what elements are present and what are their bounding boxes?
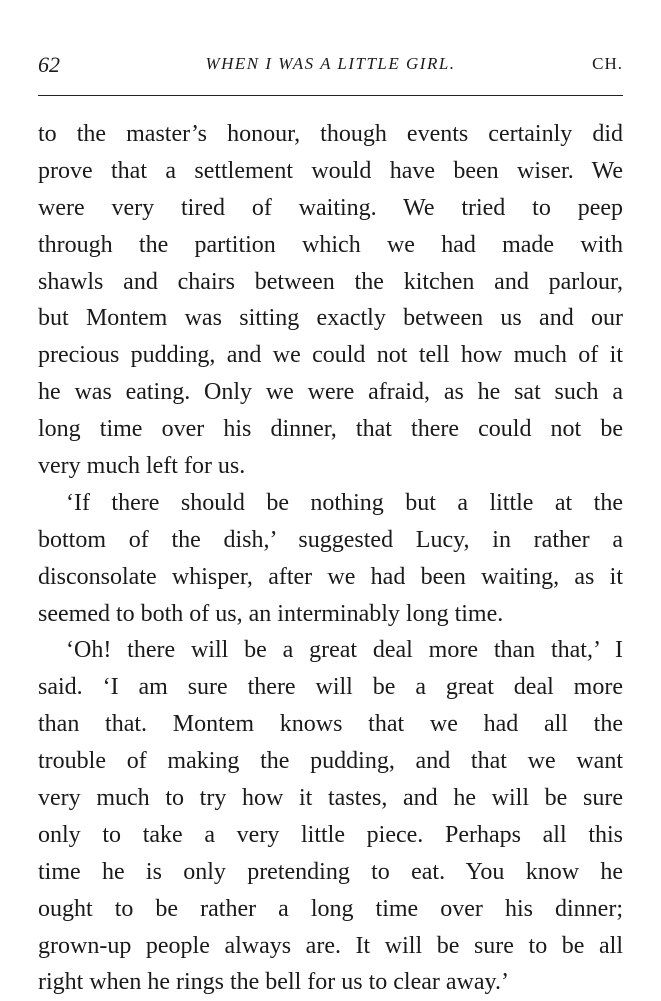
text-line: precious pudding, and we could not tell how much of it (38, 342, 623, 369)
text-line: bottom of the dish,’ suggested Lucy, in rather a (38, 526, 623, 553)
text-line: right when he rings the bell for us to clear away.’ (38, 969, 509, 996)
text-line: ought to be rather a long time over his dinner; (38, 895, 623, 922)
text-line: very much to try how it tastes, and he will be sure (38, 785, 623, 812)
text-line: seemed to both of us, an interminably long time. (38, 600, 504, 627)
text-line: prove that a settlement would have been wiser. We (38, 157, 623, 184)
running-head (38, 50, 623, 84)
text-line: trouble of making the pudding, and that we want (38, 748, 623, 775)
text-line: shawls and chairs between the kitchen and parlour, (38, 268, 623, 295)
text-line: very much left for us. (38, 453, 246, 480)
text-line: to the master’s honour, though events certainly did (38, 121, 623, 147)
running-title: WHEN I WAS A LITTLE GIRL. (205, 54, 456, 73)
text-line: than that. Montem knows that we had all the (38, 711, 623, 738)
paragraph-2 (38, 485, 623, 633)
text-line: long time over his dinner, that there could not be (38, 416, 623, 443)
text-line: ‘Oh! there will be a great deal more than that,’ I (66, 637, 623, 664)
text-line: through the partition which we had made with (38, 231, 623, 258)
text-line: disconsolate whisper, after we had been waiting, as it (38, 563, 623, 590)
body-text (38, 116, 623, 1001)
paragraph-3 (38, 632, 623, 1001)
book-page (38, 50, 623, 996)
text-line: but Montem was sitting exactly between us and our (38, 305, 623, 332)
text-line: said. ‘I am sure there will be a great deal more (38, 674, 623, 701)
text-line: ‘If there should be nothing but a little at the (66, 489, 623, 516)
text-line: he was eating. Only we were afraid, as he sat such a (38, 379, 623, 406)
header-rule (38, 95, 623, 96)
paragraph-1 (38, 116, 623, 485)
text-line: time he is only pretending to eat. You know he (38, 858, 623, 885)
text-line: grown-up people always are. It will be sure to be all (38, 932, 623, 959)
page-number: 62 (38, 52, 60, 77)
chapter-abbreviation: CH. (592, 54, 623, 73)
text-line: only to take a very little piece. Perhaps all this (38, 821, 623, 848)
text-line: were very tired of waiting. We tried to peep (38, 194, 623, 221)
